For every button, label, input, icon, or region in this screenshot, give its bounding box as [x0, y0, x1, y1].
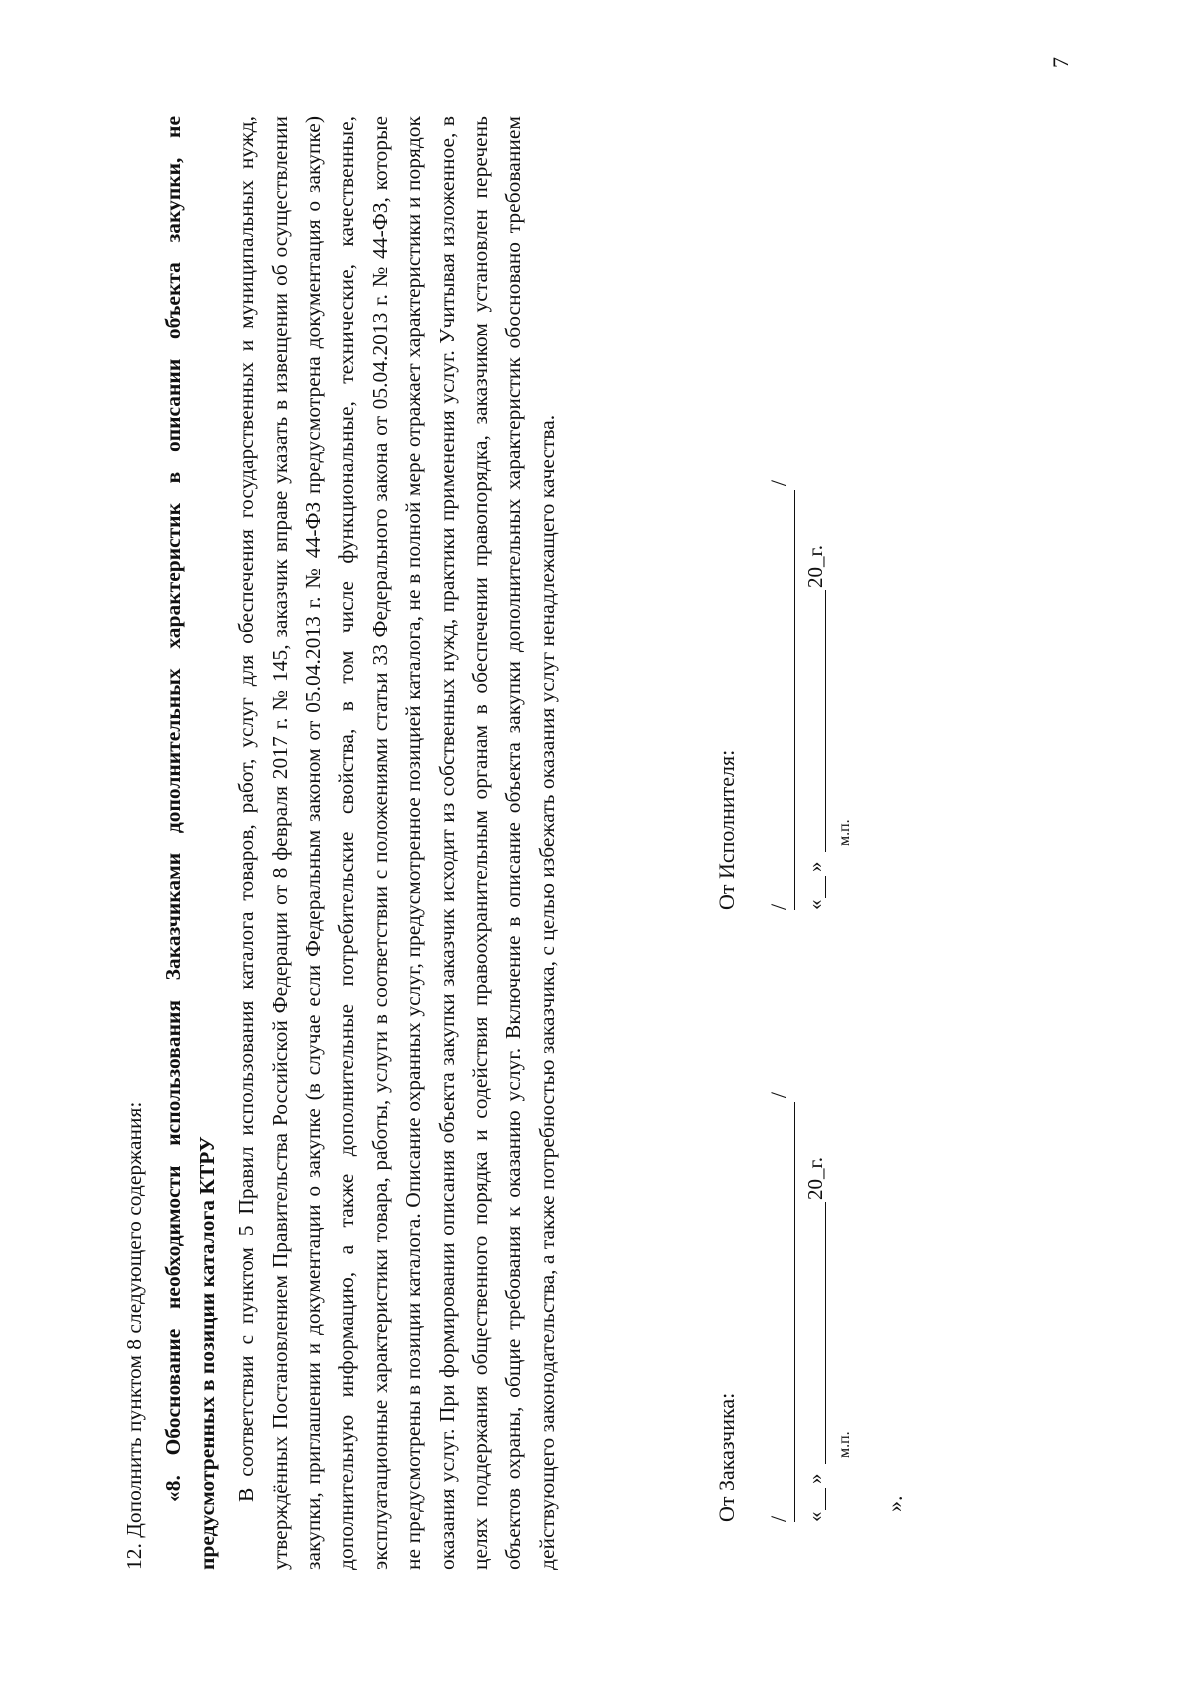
customer-quote-close: »: [803, 1473, 827, 1484]
document-text: [118, 116, 564, 1570]
signature-section: [712, 322, 862, 1522]
body-paragraph: В соответствии с пунктом 5 Правил использования каталога товаров, работ, услуг для обеспечения государственных и муниципальных нужд, утверждённых Постановлением Правительства Российской Федерации от 8 февраля 2017 г. № 145, заказчик вправе указать в извещении об осуществлении закупки, приглашении и документации о закупке (в случае если Федеральным законом от 05.04.2013 г. № 44-ФЗ предусмотрена документация о закупке) дополнительную информацию, а также дополнительные потребительские свойства, в том числе функциональные, технические, качественные, эксплуатационные характеристики товара, работы, услуги в соответствии с положениями статьи 33 Федерального закона от 05.04.2013 г. № 44-ФЗ, которые не предусмотрены в позиции каталога. Описание охранных услуг, предусмотренное позицией каталога, не в полной мере отражает характеристики и порядок оказания услуг. При формировании описания объекта закупки заказчик исходит из собственных нужд, практики применения услуг. Учитывая изложенное, в целях поддержания общественного порядка и содействия правоохранительным органам в обеспечении правопорядка, заказчиком установлен перечень объектов охраны, общие требования к оказанию услуг. Включение в описание объекта закупки дополнительных характеристик обосновано требованием действующего законодательства, а также потребностью заказчика, с целью избежать оказания услуг ненадлежащего качества.: [234, 116, 559, 1570]
contractor-month-blank: [825, 590, 826, 852]
customer-quote-open: «: [803, 1511, 827, 1522]
intro-line: 12. Дополнить пунктом 8 следующего содержания:: [122, 1101, 146, 1570]
contractor-stamp-label: м.п.: [836, 819, 853, 846]
contractor-date-line: [803, 490, 831, 910]
customer-stamp-label: м.п.: [836, 1431, 853, 1458]
closing-quote: ».: [882, 1495, 907, 1512]
contractor-quote-close: »: [803, 861, 827, 872]
contractor-year: 20_г.: [803, 545, 827, 588]
customer-date-line: [803, 1102, 831, 1522]
customer-signature-block: [712, 1092, 855, 1522]
customer-year: 20_г.: [803, 1157, 827, 1200]
customer-label: От Заказчика:: [714, 1392, 739, 1522]
customer-day-blank: [825, 1488, 826, 1510]
contractor-signature-block: [712, 480, 855, 910]
contractor-day-blank: [825, 876, 826, 898]
customer-slash-left: /: [766, 1515, 791, 1522]
customer-month-blank: [825, 1202, 826, 1464]
customer-slash-right: /: [766, 1092, 791, 1099]
contractor-signature-line: [754, 480, 795, 910]
contractor-label: От Исполнителя:: [714, 749, 739, 910]
customer-signature-line: [754, 1092, 795, 1522]
section-heading: «8. Обоснование необходимости использования Заказчиками дополнительных характеристик в описании объекта закупки, не предусмотренных в позиции каталога КТРУ: [161, 116, 219, 1570]
contractor-slash-right: /: [766, 480, 791, 487]
page-number: 7: [1048, 57, 1073, 68]
contractor-quote-open: «: [803, 899, 827, 910]
contractor-slash-left: /: [766, 903, 791, 910]
